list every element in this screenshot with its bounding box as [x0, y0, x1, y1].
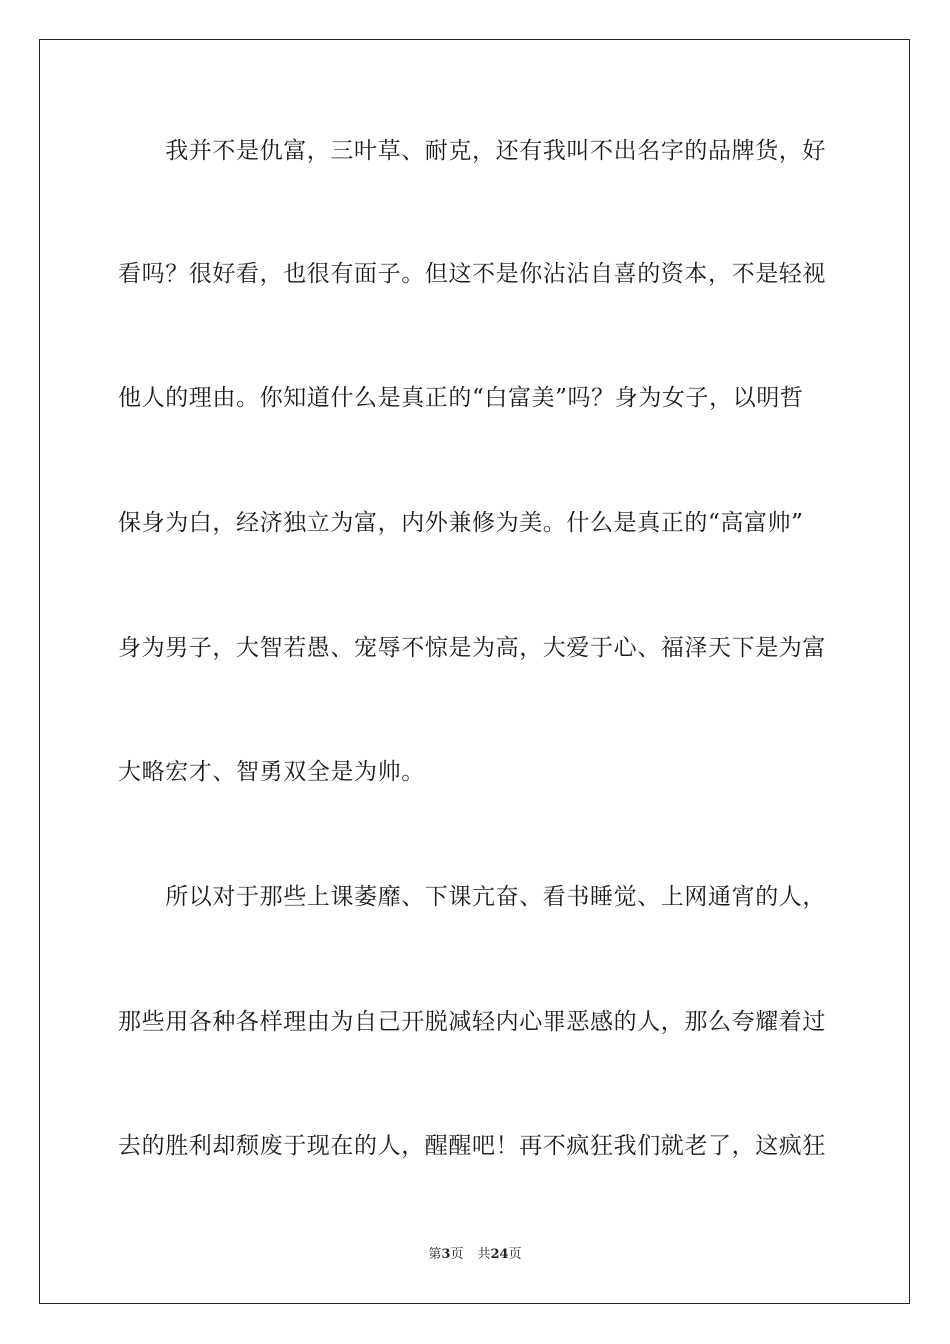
footer-page-suffix: 页 — [450, 1247, 464, 1262]
paragraph-line-7: 所以对于那些上课萎靡、下课亢奋、看书睡觉、上网通宵的人， — [118, 884, 826, 910]
paragraph-line-3: 他人的理由。你知道什么是真正的“白富美”吗？身为女子，以明哲 — [118, 385, 804, 411]
page-border — [39, 39, 910, 1304]
footer-total-pages: 24 — [490, 1247, 509, 1262]
paragraph-line-9: 去的胜利却颓废于现在的人，醒醒吧！再不疯狂我们就老了，这疯狂 — [118, 1133, 826, 1159]
paragraph-line-8: 那些用各种各样理由为自己开脱减轻内心罪恶感的人，那么夸耀着过 — [118, 1009, 826, 1035]
footer-page-number: 3 — [441, 1247, 451, 1262]
page-footer — [0, 1246, 950, 1264]
paragraph-line-5: 身为男子，大智若愚、宠辱不惊是为高，大爱于心、福泽天下是为富 — [118, 635, 826, 661]
footer-total-suffix: 页 — [508, 1247, 522, 1262]
paragraph-line-2: 看吗？很好看，也很有面子。但这不是你沾沾自喜的资本，不是轻视 — [118, 261, 826, 287]
footer-page-prefix: 第 — [428, 1247, 442, 1262]
paragraph-line-6: 大略宏才、智勇双全是为帅。 — [118, 759, 425, 785]
paragraph-line-1: 我并不是仇富，三叶草、耐克，还有我叫不出名字的品牌货，好 — [118, 138, 826, 164]
footer-total-prefix: 共 — [477, 1247, 491, 1262]
paragraph-line-4: 保身为白，经济独立为富，内外兼修为美。什么是真正的“高富帅” — [118, 510, 804, 536]
